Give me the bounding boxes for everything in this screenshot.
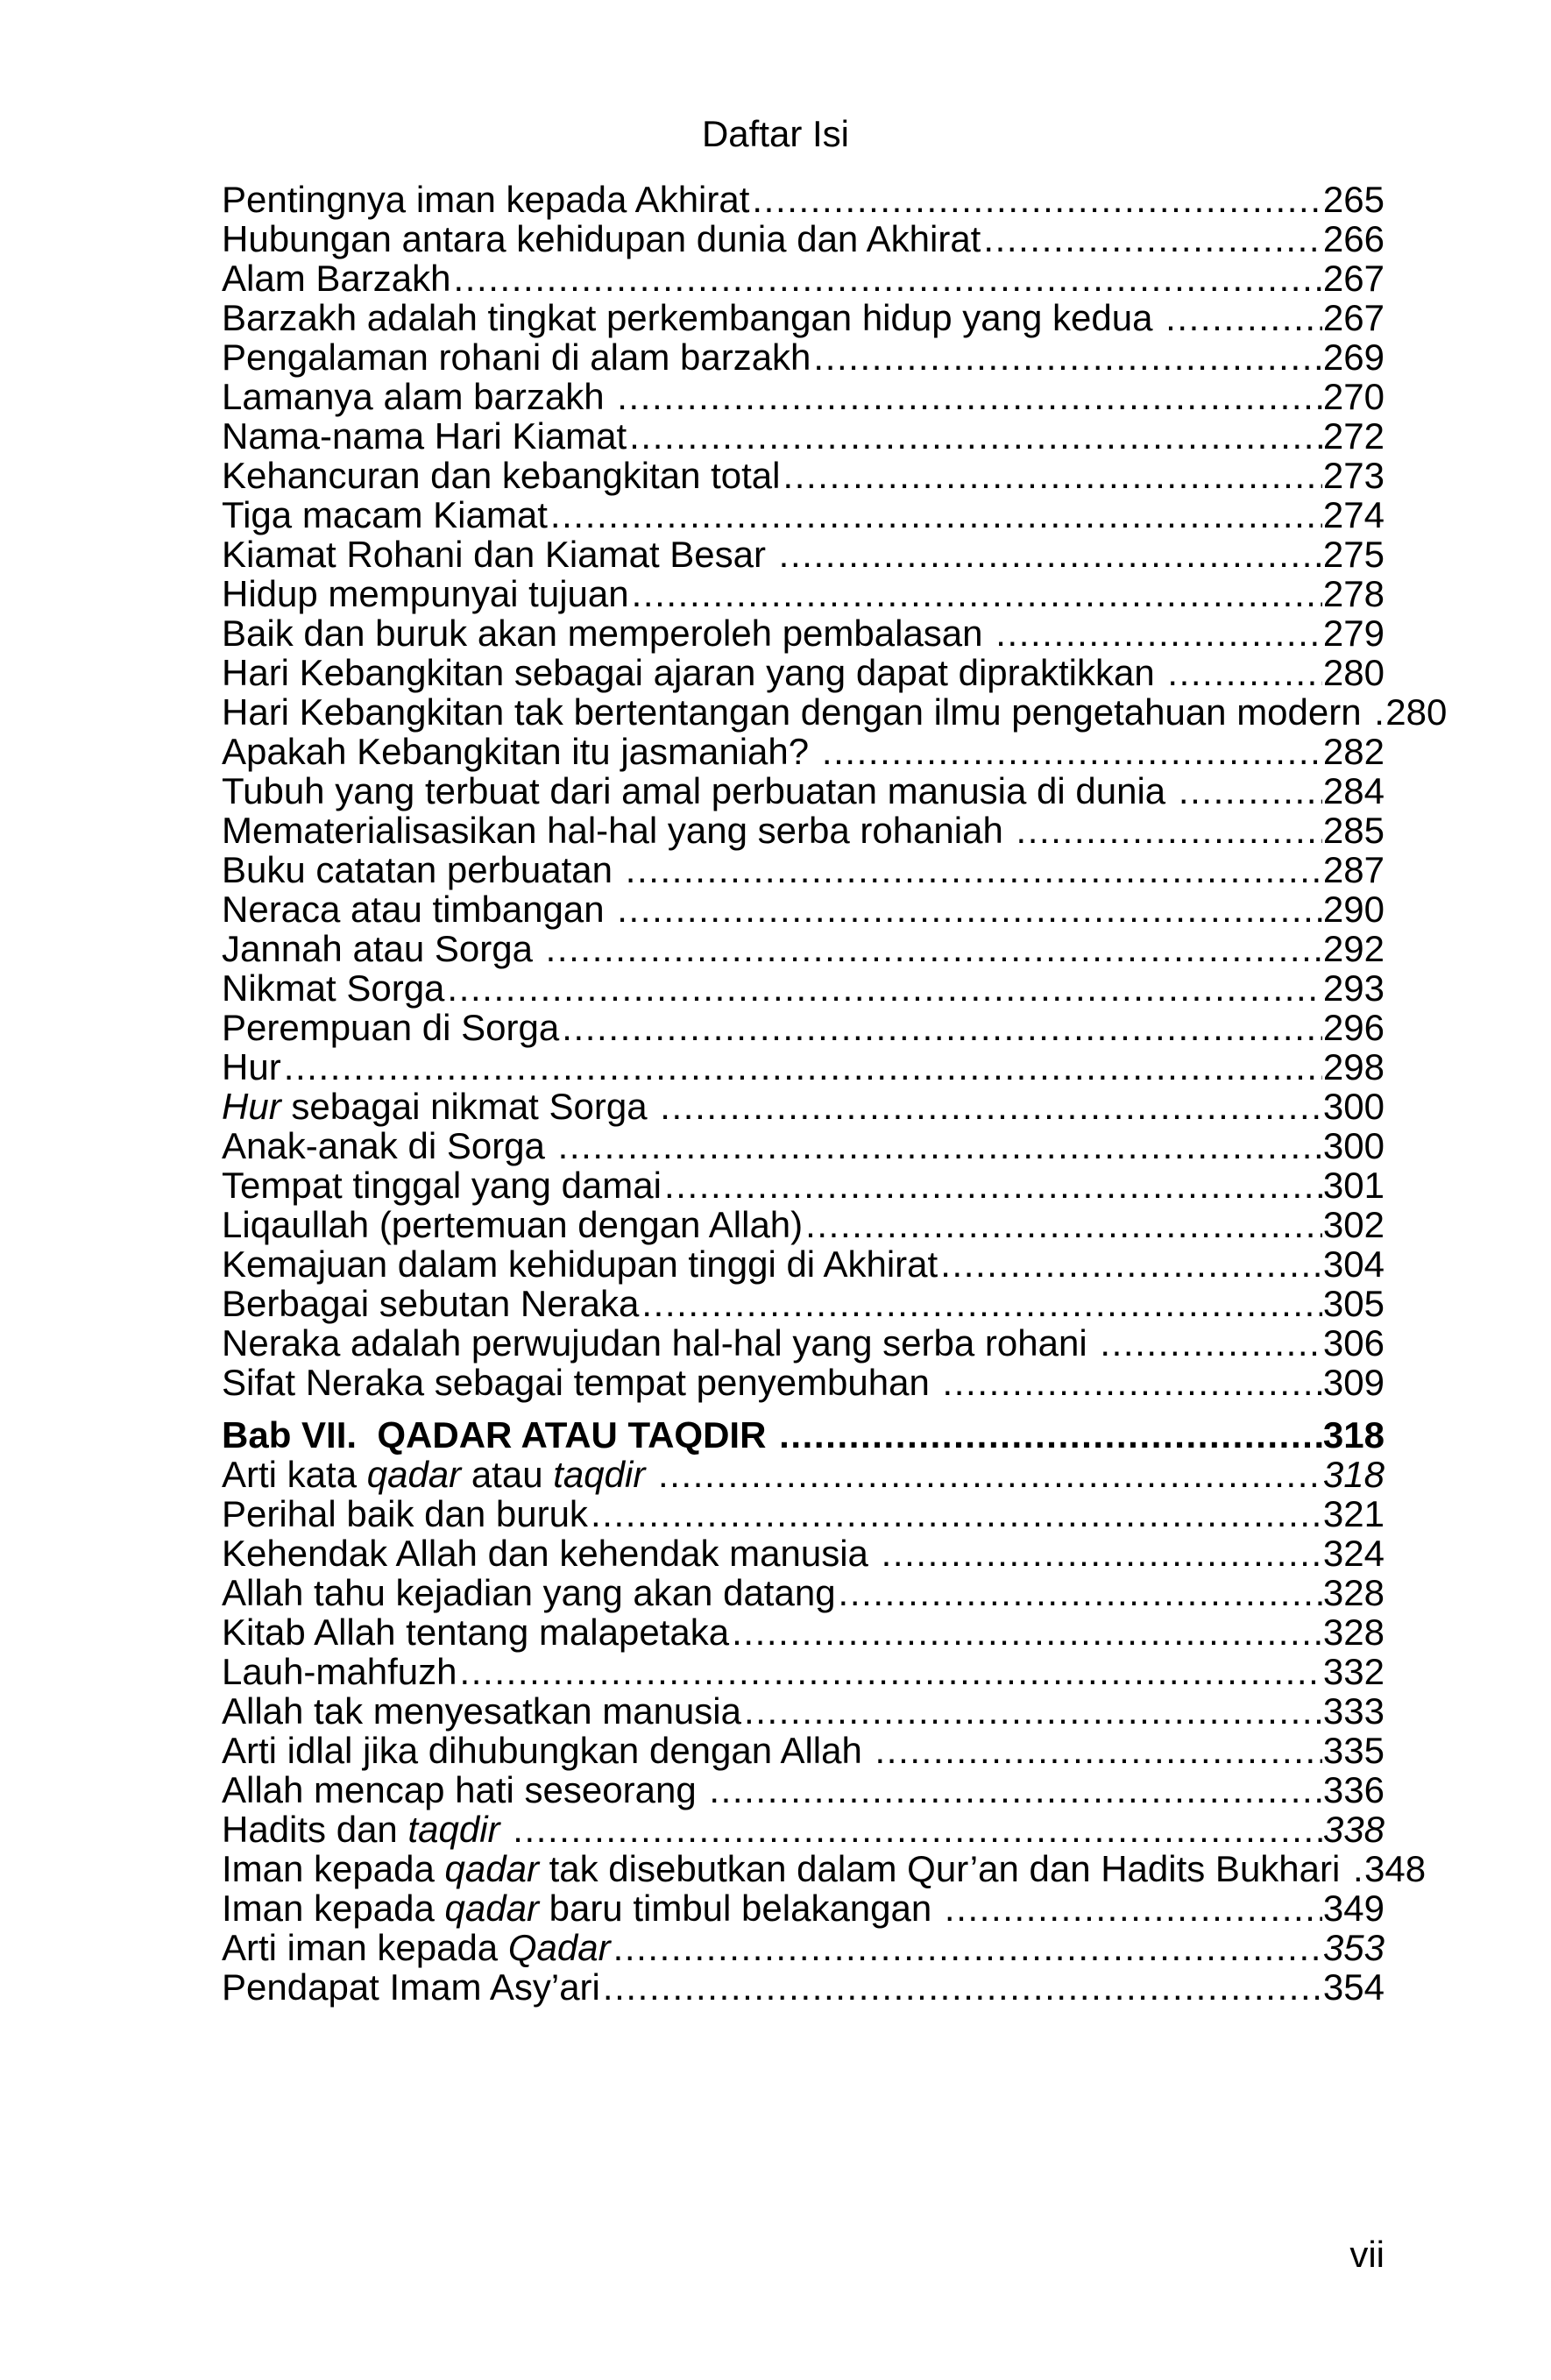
toc-entry [222, 1888, 1385, 1928]
toc-entry-title: Anak-anak di Sorga [222, 1125, 556, 1166]
toc-entry-title: Tubuh yang terbuat dari amal perbuatan manusia di dunia [222, 770, 1176, 811]
toc-leader-dots [513, 1810, 1322, 1849]
toc-page-number: 300 [1322, 1086, 1385, 1127]
toc-entry [222, 535, 1385, 574]
toc-entry-title: Lamanya alam barzakh [222, 376, 615, 417]
toc-entry-title: Nama-nama Hari Kiamat [222, 415, 627, 457]
toc-entry [222, 889, 1385, 929]
toc-leader-dots [632, 574, 1322, 613]
toc-entry-title: Apakah Kebangkitan itu jasmaniah? [222, 731, 819, 772]
toc-leader-dots [779, 1415, 1322, 1455]
toc-leader-dots [995, 613, 1322, 653]
toc-entry [222, 1770, 1385, 1810]
toc-page-number: 348 [1364, 1848, 1427, 1889]
toc-entry [222, 1612, 1385, 1652]
toc-leader-dots [783, 456, 1322, 495]
toc-leader-dots [945, 1888, 1322, 1928]
toc-page-number: 332 [1322, 1651, 1385, 1692]
toc-entry [222, 1244, 1385, 1284]
toc-leader-dots [629, 416, 1322, 456]
toc-entry-title: Neraka adalah perwujudan hal-hal yang serba rohani [222, 1322, 1098, 1364]
toc-page-number: 279 [1322, 613, 1385, 654]
toc-page-number: 306 [1322, 1322, 1385, 1364]
toc-entry-title: Hari Kebangkitan tak bertentangan dengan ilmu pengetahuan modern [222, 691, 1372, 733]
toc-entry [222, 574, 1385, 613]
toc-leader-dots [839, 1573, 1322, 1612]
toc-entry [222, 1205, 1385, 1244]
toc-leader-dots [752, 180, 1322, 219]
toc-entry [222, 495, 1385, 535]
toc-entry-title: Hur [222, 1046, 281, 1087]
toc-page-number: 324 [1322, 1533, 1385, 1574]
toc-entry [222, 968, 1385, 1008]
toc-page-number: 304 [1322, 1243, 1385, 1285]
toc-page-number: 300 [1322, 1125, 1385, 1166]
toc-page-number: 333 [1322, 1690, 1385, 1732]
toc-entry-title: Kiamat Rohani dan Kiamat Besar [222, 534, 776, 575]
page-title: Daftar Isi [701, 113, 850, 154]
toc-entry-title: Arti kata qadar atau taqdir [222, 1454, 646, 1495]
toc-page-number: 267 [1322, 297, 1385, 338]
toc-entry-title: Liqaullah (pertemuan dengan Allah) [222, 1204, 804, 1245]
toc-page-number: 269 [1322, 336, 1385, 378]
toc-entry-title: Perihal baik dan buruk [222, 1493, 588, 1534]
toc-entry [222, 219, 1385, 259]
toc-entry-title: Berbagai sebutan Neraka [222, 1283, 640, 1324]
toc-page-number: 353 [1322, 1927, 1385, 1968]
toc-entry-title: Iman kepada qadar baru timbul belakangan [222, 1888, 942, 1929]
toc-leader-dots [1353, 1849, 1363, 1888]
toc-page-number: 338 [1322, 1809, 1385, 1850]
toc-entry [222, 456, 1385, 495]
toc-entry [222, 1455, 1385, 1494]
toc-page-number: 275 [1322, 534, 1385, 575]
toc-entry [222, 1691, 1385, 1731]
toc-entry-title: Tiga macam Kiamat [222, 494, 548, 535]
toc-leader-dots [550, 495, 1322, 535]
toc-entry-title: Arti iman kepada Qadar [222, 1927, 611, 1968]
toc-leader-dots [1179, 771, 1322, 811]
toc-leader-dots [617, 377, 1322, 416]
toc-page-number: 318 [1322, 1454, 1385, 1495]
toc-entry [222, 1534, 1385, 1573]
toc-entry-title: Perempuan di Sorga [222, 1007, 560, 1048]
toc-entry [222, 377, 1385, 416]
toc-entry [222, 1731, 1385, 1770]
toc-leader-dots [1016, 811, 1322, 850]
toc-page-number: 290 [1322, 889, 1385, 930]
toc-entry [222, 1967, 1385, 2007]
toc-page-number: 336 [1322, 1769, 1385, 1810]
toc-page-number: 287 [1322, 849, 1385, 890]
toc-entry-title: Hidup mempunyai tujuan [222, 573, 629, 614]
toc-leader-dots [626, 850, 1322, 889]
toc-entry [222, 1415, 1385, 1455]
toc-page-number: 284 [1322, 770, 1385, 811]
toc-page-number: 292 [1322, 928, 1385, 969]
toc-entry-title: Pentingnya iman kepada Akhirat [222, 179, 750, 220]
toc-leader-dots [603, 1967, 1322, 2007]
toc-entry-title: Alam Barzakh [222, 258, 451, 299]
toc-entry [222, 732, 1385, 771]
toc-page-number: 318 [1322, 1414, 1385, 1456]
toc-entry [222, 1008, 1385, 1047]
toc-leader-dots [447, 968, 1322, 1008]
toc-entry-title: Iman kepada qadar tak disebutkan dalam Qur’an dan Hadits Bukhari [222, 1848, 1351, 1889]
toc-entry [222, 811, 1385, 850]
toc-entry [222, 1284, 1385, 1323]
toc-page-number: 282 [1322, 731, 1385, 772]
toc-page-number: 280 [1322, 652, 1385, 693]
toc-leader-dots [983, 219, 1322, 259]
toc-page-number: 309 [1322, 1362, 1385, 1403]
toc-leader-dots [709, 1770, 1322, 1810]
toc-entry-title: Hur sebagai nikmat Sorga [222, 1086, 658, 1127]
toc-entry-title: Hadits dan taqdir [222, 1809, 500, 1850]
toc-entry [222, 337, 1385, 377]
toc-entry [222, 1126, 1385, 1165]
toc-leader-dots [453, 259, 1321, 298]
toc-page-number: 274 [1322, 494, 1385, 535]
toc-entry [222, 1652, 1385, 1691]
toc-entry [222, 416, 1385, 456]
toc-leader-dots [1100, 1323, 1322, 1363]
toc-entry-title: Kehendak Allah dan kehendak manusia [222, 1533, 879, 1574]
toc-page-number: 278 [1322, 573, 1385, 614]
toc-entry-title: Allah tahu kejadian yang akan datang [222, 1572, 836, 1613]
toc-page-number: 354 [1322, 1966, 1385, 2008]
toc-entry [222, 1087, 1385, 1126]
toc-entry-title: Buku catatan perbuatan [222, 849, 623, 890]
toc-page-number: 321 [1322, 1493, 1385, 1534]
toc-entry [222, 1928, 1385, 1967]
toc-entry [222, 1573, 1385, 1612]
toc-entry [222, 298, 1385, 337]
toc-leader-dots [617, 889, 1322, 929]
toc-entry [222, 613, 1385, 653]
toc-entry-title: Hubungan antara kehidupan dunia dan Akhirat [222, 218, 981, 259]
toc-entry-title: Neraca atau timbangan [222, 889, 615, 930]
toc-leader-dots [805, 1205, 1322, 1244]
toc-leader-dots [591, 1494, 1322, 1534]
toc-entry-title: Barzakh adalah tingkat perkembangan hidup yang kedua [222, 297, 1164, 338]
toc-entry [222, 929, 1385, 968]
toc-entry [222, 691, 1448, 733]
toc-leader-dots [664, 1165, 1322, 1205]
toc-entry [222, 1323, 1385, 1363]
toc-leader-dots [943, 1363, 1322, 1402]
toc-entry-title: Pengalaman rohani di alam barzakh [222, 336, 811, 378]
toc-page-number: 335 [1322, 1730, 1385, 1771]
toc-page-number: 273 [1322, 455, 1385, 496]
toc-page-number: 266 [1322, 218, 1385, 259]
toc-entry-title: Mematerialisasikan hal-hal yang serba rohaniah [222, 810, 1014, 851]
toc-leader-dots [813, 337, 1322, 377]
toc-entry [222, 771, 1385, 811]
toc-entry [222, 1047, 1385, 1087]
toc-entry-title: Bab VII. QADAR ATAU TAQDIR [222, 1414, 777, 1456]
toc-leader-dots [613, 1928, 1322, 1967]
toc-entry [222, 180, 1385, 219]
toc-entry-title: Nikmat Sorga [222, 967, 445, 1009]
toc-page-number: 293 [1322, 967, 1385, 1009]
toc-leader-dots [822, 732, 1322, 771]
toc-entry-title: Kitab Allah tentang malapetaka [222, 1611, 730, 1653]
toc-entry-title: Sifat Neraka sebagai tempat penyembuhan [222, 1362, 940, 1403]
toc-entry [222, 850, 1385, 889]
toc-entry-title: Kemajuan dalam kehidupan tinggi di Akhirat [222, 1243, 938, 1285]
toc-page-number: 270 [1322, 376, 1385, 417]
toc-page-number: 298 [1322, 1046, 1385, 1087]
toc-page-number: 272 [1322, 415, 1385, 457]
toc-leader-dots [940, 1244, 1322, 1284]
toc-leader-dots [744, 1691, 1322, 1731]
toc-page-number: 302 [1322, 1204, 1385, 1245]
toc-leader-dots [658, 1455, 1322, 1494]
toc-entry-title: Jannah atau Sorga [222, 928, 543, 969]
toc-page-number: 301 [1322, 1165, 1385, 1206]
toc-entry-title: Tempat tinggal yang damai [222, 1165, 662, 1206]
toc-page-number: 285 [1322, 810, 1385, 851]
toc-entry-title: Baik dan buruk akan memperoleh pembalasan [222, 613, 994, 654]
toc-leader-dots [732, 1612, 1322, 1652]
toc-entry-title: Arti idlal jika dihubungkan dengan Allah [222, 1730, 873, 1771]
toc-entry-title: Allah tak menyesatkan manusia [222, 1690, 741, 1732]
toc-leader-dots [779, 535, 1322, 574]
toc-page-number: 280 [1385, 691, 1448, 733]
toc-entry-title: Hari Kebangkitan sebagai ajaran yang dapat dipraktikkan [222, 652, 1165, 693]
toc-entry [222, 1810, 1385, 1849]
toc-page-number: 349 [1322, 1888, 1385, 1929]
toc-leader-dots [882, 1534, 1322, 1573]
toc-leader-dots [660, 1087, 1322, 1126]
toc-entry-title: Kehancuran dan kebangkitan total [222, 455, 781, 496]
toc-leader-dots [284, 1047, 1322, 1087]
toc-entry-title: Pendapat Imam Asy’ari [222, 1966, 600, 2008]
toc-leader-dots [558, 1126, 1322, 1165]
page-number-folio: vii [1349, 2234, 1385, 2275]
toc-entry [222, 1848, 1427, 1889]
toc-leader-dots [546, 929, 1322, 968]
toc-page-number: 267 [1322, 258, 1385, 299]
toc-leader-dots [641, 1284, 1322, 1323]
toc-entry [222, 1165, 1385, 1205]
toc-entry [222, 653, 1385, 692]
toc-leader-dots [460, 1652, 1322, 1691]
toc-leader-dots [1167, 653, 1322, 692]
toc-page-number: 265 [1322, 179, 1385, 220]
toc-entry [222, 259, 1385, 298]
toc-entry [222, 1494, 1385, 1534]
toc-entry-title: Allah mencap hati seseorang [222, 1769, 707, 1810]
toc-page-number: 305 [1322, 1283, 1385, 1324]
toc-entry-title: Lauh-mahfuzh [222, 1651, 457, 1692]
toc-leader-dots [1374, 692, 1385, 732]
toc-entry [222, 1363, 1385, 1402]
toc-page-number: 328 [1322, 1611, 1385, 1653]
toc-list [222, 179, 1448, 2008]
toc-leader-dots [1165, 298, 1322, 337]
toc-leader-dots [875, 1731, 1322, 1770]
toc-page-number: 296 [1322, 1007, 1385, 1048]
toc-leader-dots [562, 1008, 1322, 1047]
toc-page-number: 328 [1322, 1572, 1385, 1613]
